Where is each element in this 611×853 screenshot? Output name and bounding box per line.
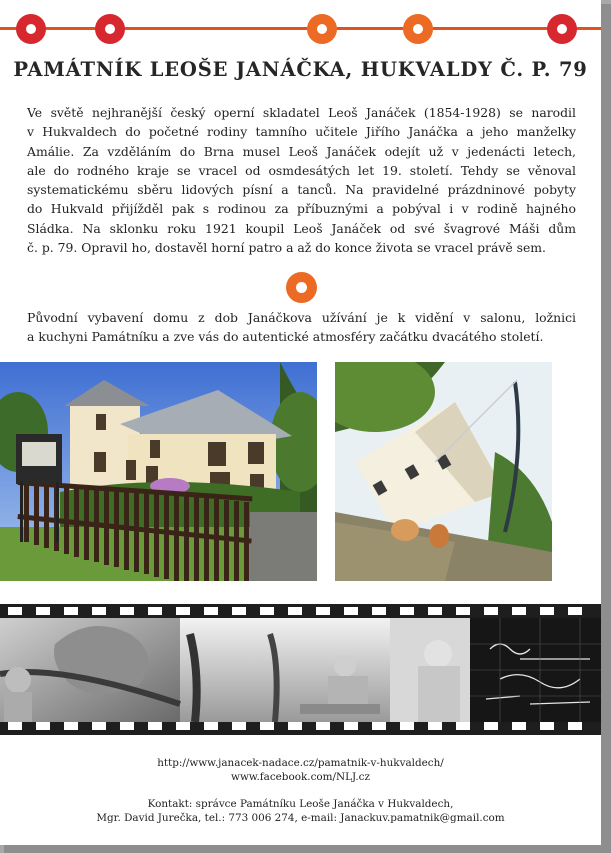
furnishing-line: Původní vybavení domu z dob Janáčkova užívání je k vidění v salonu, ložnici [27, 310, 576, 325]
decor-circle-4 [403, 14, 433, 44]
contact-details: Mgr. David Jurečka, tel.: 773 006 274, e-mail: Janackuv.pamatnik@gmail.com [96, 812, 505, 824]
film-strip-collage [0, 604, 601, 735]
intro-line: do Hukvald přijížděl pak s rodinou za příbuznými a pobýval i v rodině hajného [27, 201, 576, 217]
furnishing-paragraph [27, 308, 576, 347]
facebook-link[interactable]: www.facebook.com/NLJ.cz [231, 771, 370, 783]
footer-links [0, 756, 601, 784]
decor-circle-1 [16, 14, 46, 44]
intro-line: ale do rodného kraje se vracel od osmdesátých let 19. století. Tehdy se věnoval [27, 162, 576, 178]
page-shadow-right [601, 4, 611, 853]
intro-paragraph [27, 103, 576, 257]
decor-circle-5 [547, 14, 577, 44]
intro-line: v Hukvaldech do početné rodiny tamního učitele Jiřího Janáčka a jeho manželky [27, 124, 576, 140]
intro-line: č. p. 79. Opravil ho, dostavěl horní patro a až do konce života se vracel právě sem. [27, 240, 546, 256]
intro-line: Amálie. Za vzděláním do Brna musel Leoš Janáček odejít už v jedenácti letech, [27, 143, 576, 159]
house-sculpture-photo [335, 362, 552, 581]
intro-line: Sládka. Na sklonku roku 1921 koupil Leoš Janáček od své švagrové Máši dům [27, 220, 576, 236]
page-shadow-bottom [4, 845, 611, 853]
footer-contact [0, 797, 601, 825]
website-link[interactable]: http://www.janacek-nadace.cz/pamatnik-v-hukvaldech/ [157, 757, 444, 769]
intro-line: Ve světě nejhranější český operní skladatel Leoš Janáček (1854-1928) se narodil [27, 105, 576, 120]
section-divider-circle [286, 272, 317, 303]
memorial-house-photo [0, 362, 317, 581]
furnishing-line: a kuchyni Památníku a zve vás do autentické atmosféry začátku dvacátého století. [27, 329, 544, 345]
decor-circle-3 [307, 14, 337, 44]
page-title: PAMÁTNÍK LEOŠE JANÁČKA, HUKVALDY Č. P. 79 [13, 58, 588, 81]
contact-line: Kontakt: správce Památníku Leoše Janáčka v Hukvaldech, [147, 798, 454, 810]
intro-line: systematickému sběru lidových písní a tanců. Na pravidelné prázdninové pobyty [27, 182, 576, 198]
header-rule [0, 27, 601, 30]
decor-circle-2 [95, 14, 125, 44]
